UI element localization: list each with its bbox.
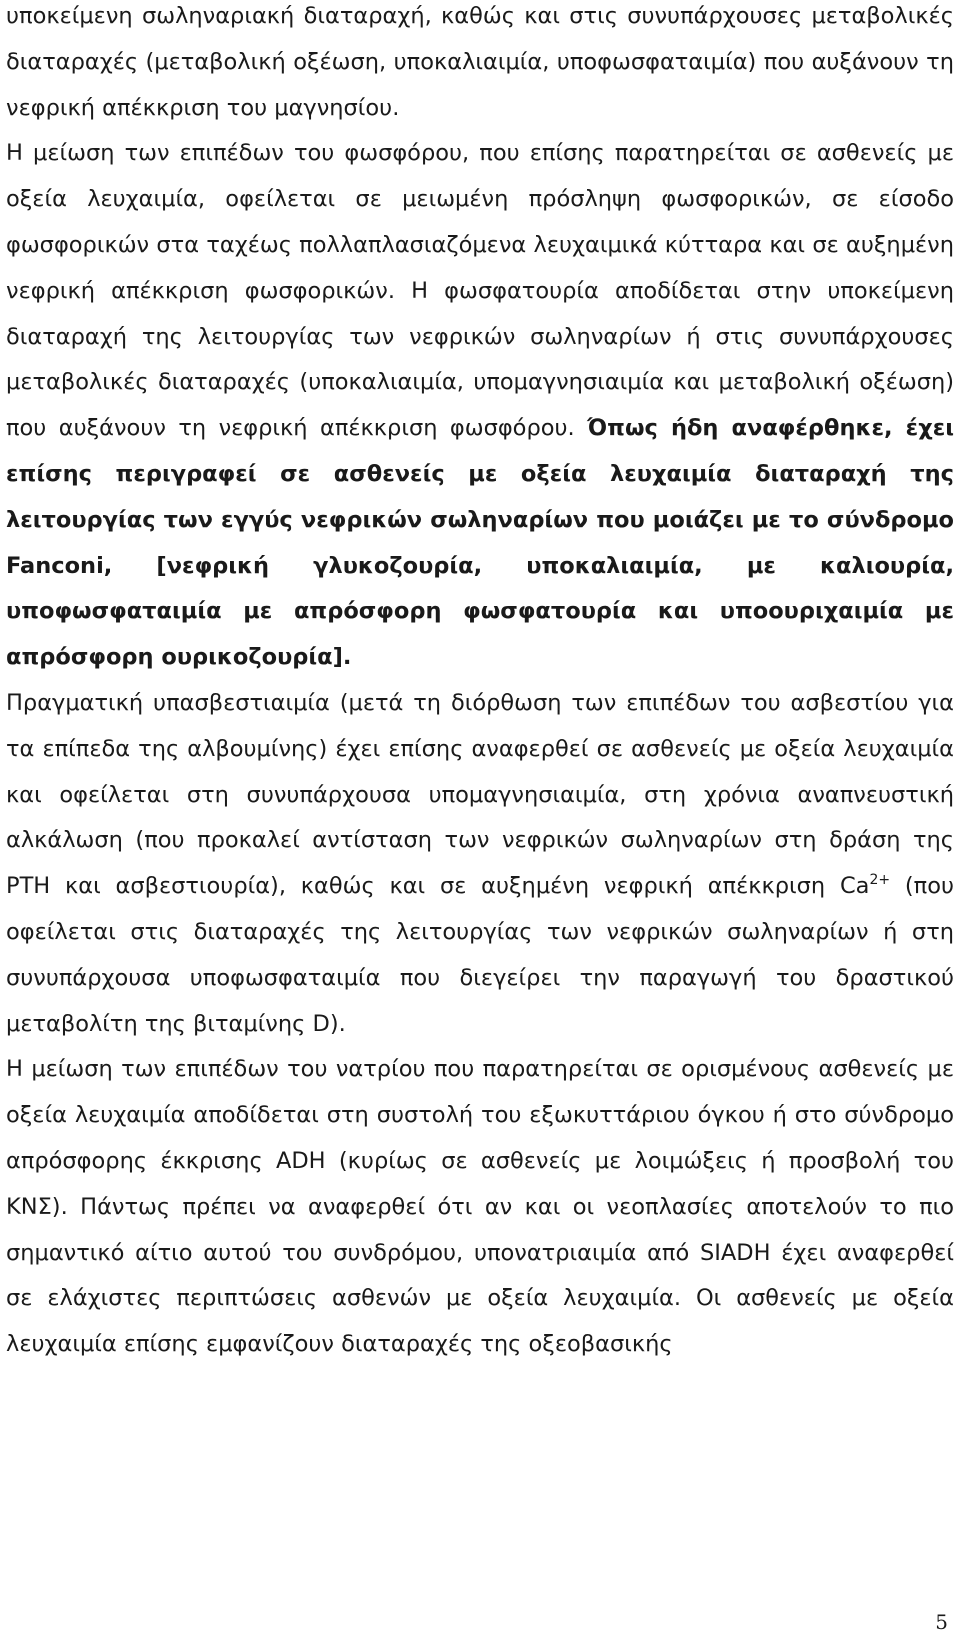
paragraph-phosphorus xyxy=(6,131,954,681)
paragraph-calcium xyxy=(6,681,954,1047)
paragraph-phosphorus-bold-text: Όπως ήδη αναφέρθηκε, έχει επίσης περιγραφεί σε ασθενείς με οξεία λευχαιμία διαταραχή της λειτουργίας των εγγύς νεφρικών σωληναρίων που μοιάζει με το σύνδρομο Fanconi, [νεφρική γλυκοζουρία, υποκαλιαιμία, με καλιουρία, υποφωσφαταιμία με απρόσφορη φωσφατουρία και υποουριχαιμία με απρόσφορη ουρικοζουρία]. xyxy=(6,415,954,671)
calcium-charge-superscript: 2+ xyxy=(869,872,891,889)
paragraph-phosphorus-text: Η μείωση των επιπέδων του φωσφόρου, που επίσης παρατηρείται σε ασθενείς με οξεία λευχαιμία, οφείλεται σε μειωμένη πρόσληψη φωσφορικών, σε είσοδο φωσφορικών στα ταχέως πολλαπλασιαζόμενα λευχαιμικά κύτταρα και σε αυξημένη νεφρική απέκκριση φωσφορικών. Η φωσφατουρία αποδίδεται στην υποκείμενη διαταραχή της λειτουργίας των νεφρικών σωληναρίων ή στις συνυπάρχουσες μεταβολικές διαταραχές (υποκαλιαιμία, υπομαγνησιαιμία και μεταβολική οξέωση) που αυξάνουν τη νεφρική απέκκριση φωσφόρου. xyxy=(6,140,954,442)
document-page xyxy=(6,0,954,1368)
paragraph-magnesium: υποκείμενη σωληναριακή διαταραχή, καθώς και στις συνυπάρχουσες μεταβολικές διαταραχές (μεταβολική οξέωση, υποκαλιαιμία, υποφωσφαταιμία) που αυξάνουν τη νεφρική απέκκριση του μαγνησίου. xyxy=(6,3,954,121)
paragraph-sodium: Η μείωση των επιπέδων του νατρίου που παρατηρείται σε ορισμένους ασθενείς με οξεία λευχαιμία αποδίδεται στη συστολή του εξωκυττάριου όγκου ή στο σύνδρομο απρόσφορης έκκρισης ADH (κυρίως σε ασθενείς με λοιμώξεις ή προσβολή του ΚΝΣ). Πάντως πρέπει να αναφερθεί ότι αν και οι νεοπλασίες αποτελούν το πιο σημαντικό αίτιο αυτού του συνδρόμου, υπονατριαιμία από SIADH έχει αναφερθεί σε ελάχιστες περιπτώσεις ασθενών με οξεία λευχαιμία. Οι ασθενείς με οξεία λευχαιμία επίσης εμφανίζουν διαταραχές της οξεοβασικής xyxy=(6,1056,954,1358)
paragraph-calcium-text-before: Πραγματική υπασβεστιαιμία (μετά τη διόρθωση των επιπέδων του ασβεστίου για τα επίπεδα της αλβουμίνης) έχει επίσης αναφερθεί σε ασθενείς με οξεία λευχαιμία και οφείλεται στη συνυπάρχουσα υπομαγνησιαιμία, στη χρόνια αναπνευστική αλκάλωση (που προκαλεί αντίσταση των νεφρικών σωληναρίων στη δράση της PTH και ασβεστιουρία), καθώς και σε αυξημένη νεφρική απέκκριση Ca xyxy=(6,689,954,900)
paragraph-calcium-text-after: (που οφείλεται στις διαταραχές της λειτουργίας των νεφρικών σωληναρίων ή στη συνυπάρχουσα υποφωσφαταιμία που διεγείρει την παραγωγή του δραστικού μεταβολίτη της βιταμίνης D). xyxy=(6,873,954,1037)
page-number: 5 xyxy=(935,1610,948,1634)
